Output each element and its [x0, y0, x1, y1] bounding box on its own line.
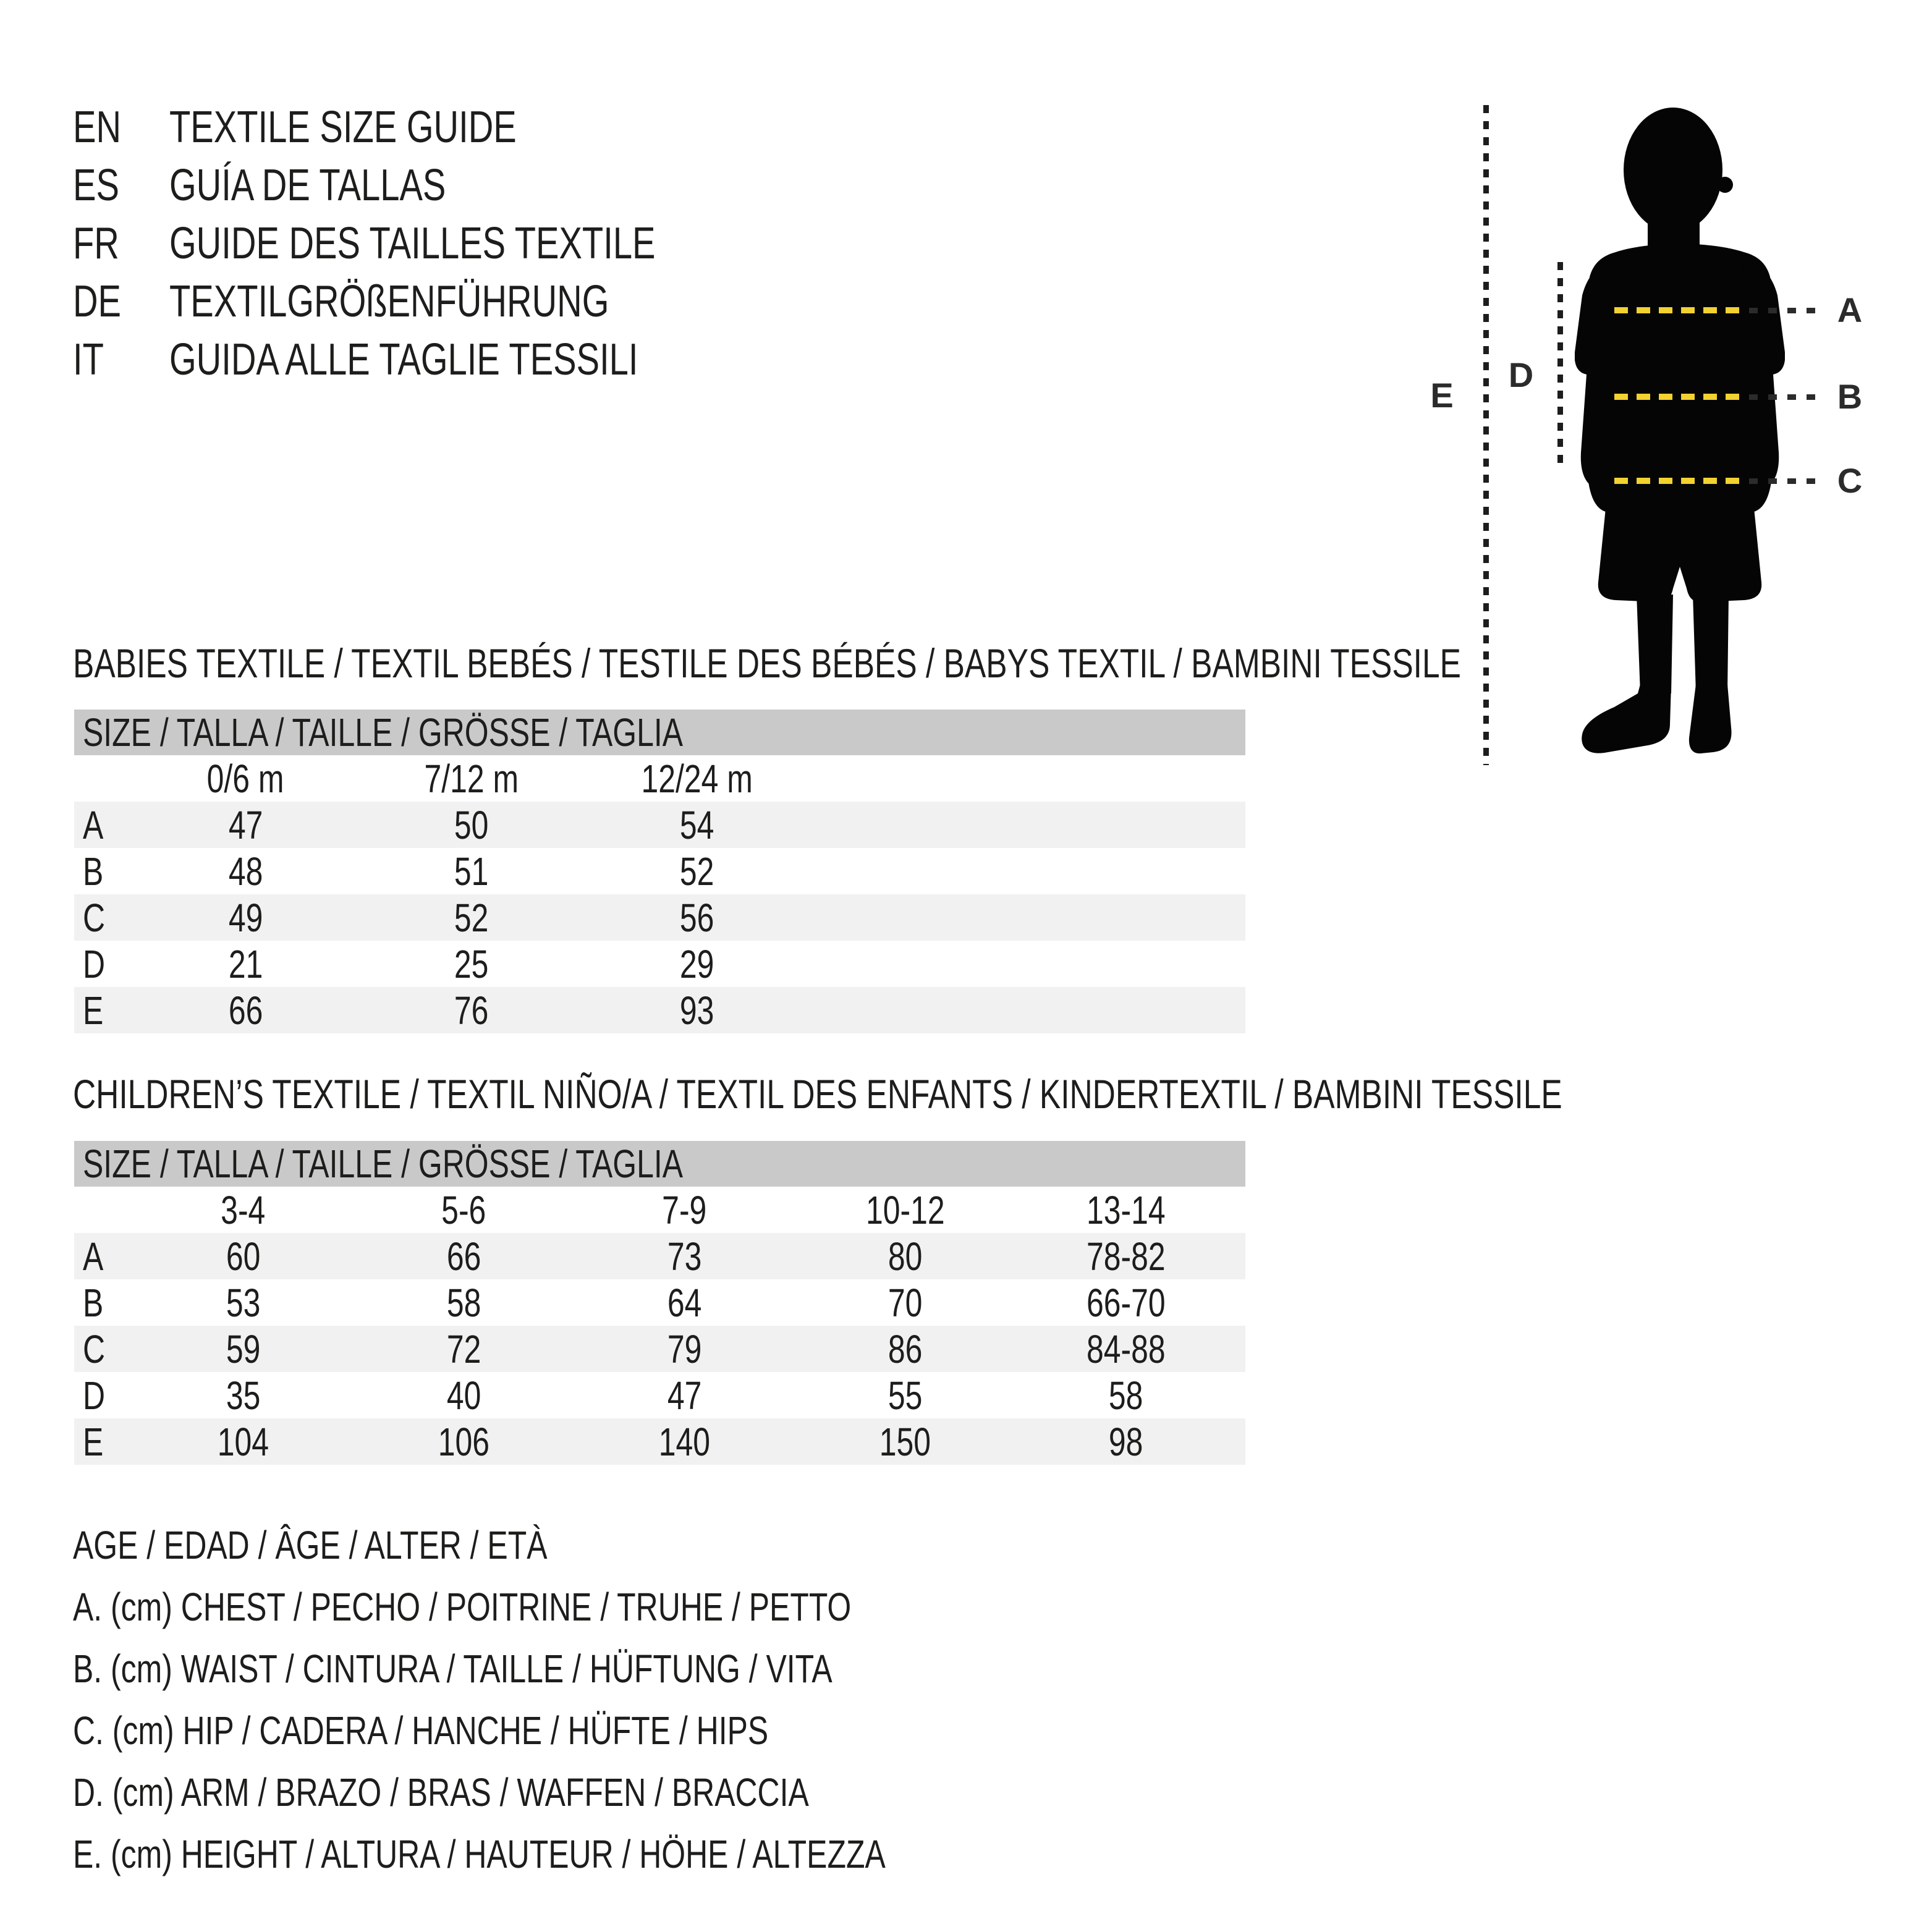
table-cell: 55 [888, 1373, 923, 1418]
table-cell: 66-70 [1086, 1280, 1166, 1325]
lang-row-en [73, 98, 642, 156]
lang-row-it [73, 331, 797, 389]
table-row-e [74, 1418, 1245, 1465]
table-cell: 140 [658, 1419, 711, 1464]
hip-dash-extension [1749, 478, 1821, 484]
lang-row-de [73, 273, 760, 331]
table-cell: 150 [879, 1419, 931, 1464]
table-cell: 104 [217, 1419, 269, 1464]
row-label: B [83, 849, 104, 894]
table-cell: 49 [228, 895, 263, 940]
column-header: 13-14 [1086, 1187, 1166, 1232]
table-row-e [74, 987, 1245, 1033]
lang-title: GUIDE DES TAILLES TEXTILE [169, 219, 656, 268]
table-row-c [74, 1326, 1245, 1372]
table-cell: 53 [226, 1280, 261, 1325]
table-cell: 66 [446, 1234, 481, 1279]
table-cell: 21 [228, 941, 263, 986]
table-cell: 86 [888, 1326, 923, 1371]
babies-size-table [74, 755, 1245, 1033]
babies-column-header-row [74, 755, 1245, 802]
table-cell: 58 [1108, 1373, 1143, 1418]
legend-line-waist: B. (cm) WAIST / CINTURA / TAILLE / HÜFTUNG / VITA [73, 1646, 833, 1691]
legend-line-height: E. (cm) HEIGHT / ALTURA / HAUTEUR / HÖHE / ALTEZZA [73, 1832, 886, 1876]
row-label: A [83, 1234, 104, 1279]
row-label: C [83, 1326, 106, 1371]
column-header: 7-9 [662, 1187, 707, 1232]
table-cell: 48 [228, 849, 263, 894]
arm-measure-line-d [1557, 262, 1563, 471]
column-header: 7/12 m [424, 756, 519, 801]
column-header: 12/24 m [641, 756, 753, 801]
children-size-header-bar: SIZE / TALLA / TAILLE / GRÖSSE / TAGLIA [74, 1141, 1245, 1187]
table-cell: 72 [446, 1326, 481, 1371]
babies-section-heading: BABIES TEXTILE / TEXTIL BEBÉS / TESTILE DES BÉBÉS / BABYS TEXTIL / BAMBINI TESSILE [73, 640, 1461, 686]
table-cell: 66 [228, 988, 263, 1033]
row-label: A [83, 802, 104, 847]
table-cell: 35 [226, 1373, 261, 1418]
table-cell: 76 [454, 988, 489, 1033]
child-silhouette [1575, 106, 1785, 759]
column-header: 5-6 [441, 1187, 486, 1232]
hip-dash-line [1614, 478, 1742, 484]
legend-line-arm: D. (cm) ARM / BRAZO / BRAS / WAFFEN / BRACCIA [73, 1770, 809, 1815]
row-label: D [83, 941, 106, 986]
column-header: 10-12 [865, 1187, 945, 1232]
table-row-b [74, 1279, 1245, 1326]
legend-line-chest: A. (cm) CHEST / PECHO / POITRINE / TRUHE / PETTO [73, 1585, 852, 1629]
table-cell: 52 [679, 849, 714, 894]
lang-title: TEXTILGRÖßENFÜHRUNG [169, 277, 609, 326]
table-row-d [74, 941, 1245, 987]
table-row-b [74, 848, 1245, 894]
children-column-header-row [74, 1187, 1245, 1233]
arm-label-d: D [1508, 355, 1534, 394]
table-cell: 79 [667, 1326, 702, 1371]
table-row-a [74, 1233, 1245, 1279]
babies-size-header-bar: SIZE / TALLA / TAILLE / GRÖSSE / TAGLIA [74, 710, 1245, 755]
legend-line-hip: C. (cm) HIP / CADERA / HANCHE / HÜFTE / HIPS [73, 1708, 769, 1753]
table-cell: 70 [888, 1280, 923, 1325]
waist-dash-extension [1749, 394, 1821, 400]
chest-dash-extension [1749, 308, 1821, 313]
table-cell: 60 [226, 1234, 261, 1279]
table-row-a [74, 802, 1245, 848]
row-label: B [83, 1280, 104, 1325]
row-label: C [83, 895, 106, 940]
lang-row-es [73, 156, 551, 214]
table-row-d [74, 1372, 1245, 1418]
table-cell: 64 [667, 1280, 702, 1325]
children-section-heading: CHILDREN’S TEXTILE / TEXTIL NIÑO/A / TEXTIL DES ENFANTS / KINDERTEXTIL / BAMBINI TESSILE [73, 1071, 1562, 1117]
lang-row-fr [73, 214, 820, 273]
column-header: 3-4 [221, 1187, 266, 1232]
lang-title: GUIDA ALLE TAGLIE TESSILI [169, 335, 638, 384]
legend-line-age: AGE / EDAD / ÂGE / ALTER / ETÀ [73, 1523, 548, 1567]
table-cell: 40 [446, 1373, 481, 1418]
table-cell: 56 [679, 895, 714, 940]
table-cell: 25 [454, 941, 489, 986]
table-cell: 93 [679, 988, 714, 1033]
table-cell: 47 [667, 1373, 702, 1418]
table-cell: 29 [679, 941, 714, 986]
table-cell: 106 [438, 1419, 490, 1464]
column-header: 0/6 m [207, 756, 284, 801]
table-cell: 59 [226, 1326, 261, 1371]
children-size-table [74, 1187, 1245, 1465]
lang-code: EN [73, 103, 122, 152]
table-cell: 54 [679, 802, 714, 847]
lang-title: TEXTILE SIZE GUIDE [169, 103, 517, 152]
table-cell: 73 [667, 1234, 702, 1279]
chest-dash-line [1614, 307, 1742, 313]
lang-code: ES [73, 161, 119, 210]
lang-code: FR [73, 219, 119, 268]
waist-dash-line [1614, 394, 1742, 400]
table-cell: 58 [446, 1280, 481, 1325]
table-cell: 51 [454, 849, 489, 894]
row-label: E [83, 1419, 104, 1464]
row-label: E [83, 988, 104, 1033]
height-label-e: E [1430, 376, 1454, 415]
table-cell: 98 [1108, 1419, 1143, 1464]
lang-title: GUÍA DE TALLAS [169, 161, 446, 210]
waist-label-b: B [1837, 377, 1863, 416]
table-cell: 50 [454, 802, 489, 847]
table-row-c [74, 894, 1245, 941]
table-cell: 78-82 [1086, 1234, 1166, 1279]
table-cell: 80 [888, 1234, 923, 1279]
hip-label-c: C [1837, 461, 1863, 500]
lang-code: IT [73, 335, 104, 384]
row-label: D [83, 1373, 106, 1418]
table-cell: 47 [228, 802, 263, 847]
table-cell: 84-88 [1086, 1326, 1166, 1371]
lang-code: DE [73, 277, 122, 326]
table-cell: 52 [454, 895, 489, 940]
chest-label-a: A [1837, 290, 1863, 329]
